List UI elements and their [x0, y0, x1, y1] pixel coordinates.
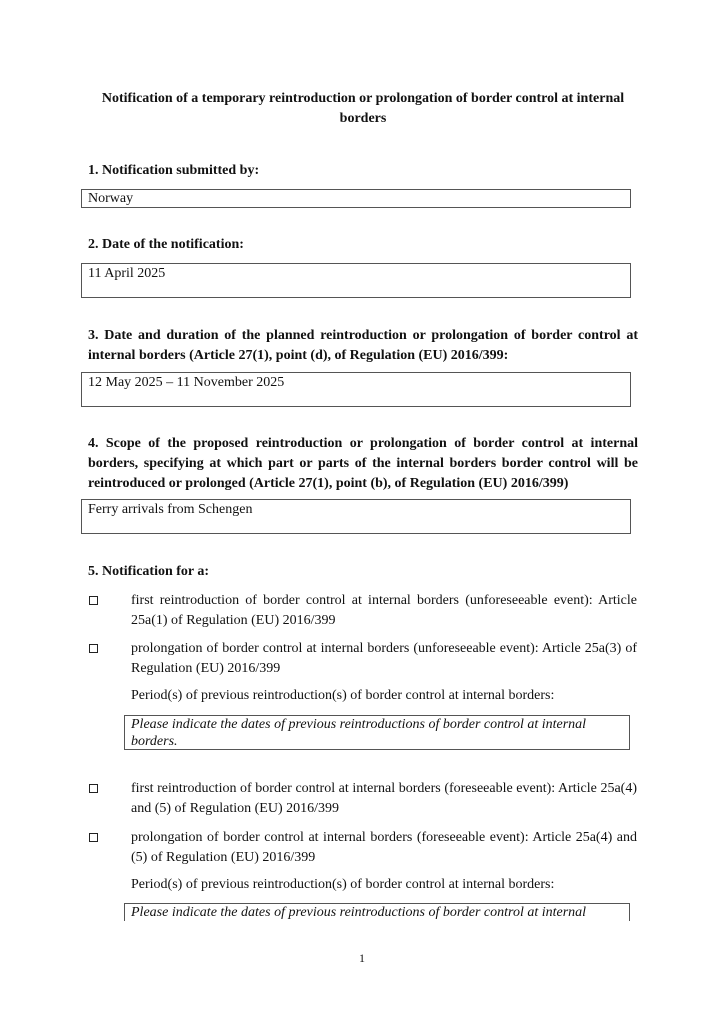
previous-period-field-2[interactable]	[124, 903, 630, 921]
notification-date-field[interactable]	[81, 263, 631, 298]
previous-period-field-1[interactable]	[124, 715, 630, 750]
section-4-heading: 4. Scope of the proposed reintroduction or prolongation of border control at internal borders, specifying at which part or parts of the internal borders border control will be reintroduced or prolonged (Article 27(1), point (b), of Regulation (EU) 2016/399)	[88, 436, 638, 491]
notification-date-value: 11 April 2025	[88, 266, 166, 281]
previous-period-placeholder-2: Please indicate the dates of previous reintroductions of border control at internal	[131, 905, 587, 920]
section-3-heading: 3. Date and duration of the planned reintroduction or prolongation of border control at internal borders (Article 27(1), point (d), of Regulation (EU) 2016/399:	[88, 328, 638, 363]
duration-value: 12 May 2025 – 11 November 2025	[88, 375, 285, 390]
option-1-checkbox[interactable]	[89, 596, 98, 605]
previous-period-placeholder-1: Please indicate the dates of previous reintroductions of border control at internal borders.	[131, 717, 587, 749]
document-title: Notification of a temporary reintroduction or prolongation of border control at internal borders	[101, 91, 625, 126]
option-3-checkbox[interactable]	[89, 784, 98, 793]
option-2-label: prolongation of border control at internal borders (unforeseeable event): Article 25a(3) of Regulation (EU) 2016/399	[131, 641, 637, 676]
duration-field[interactable]	[81, 372, 631, 407]
submitted-by-value: Norway	[88, 191, 134, 206]
page-number: 1	[359, 951, 365, 965]
scope-value: Ferry arrivals from Schengen	[88, 502, 253, 517]
section-5-heading: 5. Notification for a:	[88, 564, 210, 579]
period-label-1: Period(s) of previous reintroduction(s) of border control at internal borders:	[131, 688, 555, 703]
option-1-label: first reintroduction of border control at internal borders (unforeseeable event): Article 25a(1) of Regulation (EU) 2016/399	[131, 593, 637, 628]
section-1-heading: 1. Notification submitted by:	[88, 163, 260, 178]
submitted-by-field[interactable]	[81, 189, 631, 208]
period-label-2: Period(s) of previous reintroduction(s) of border control at internal borders:	[131, 877, 555, 892]
option-2-checkbox[interactable]	[89, 644, 98, 653]
option-4-label: prolongation of border control at internal borders (foreseeable event): Article 25a(4) and (5) of Regulation (EU) 2016/399	[131, 830, 637, 865]
option-4-checkbox[interactable]	[89, 833, 98, 842]
option-3-label: first reintroduction of border control at internal borders (foreseeable event): Article 25a(4) and (5) of Regulation (EU) 2016/399	[131, 781, 637, 816]
section-2-heading: 2. Date of the notification:	[88, 237, 244, 252]
scope-field[interactable]	[81, 499, 631, 534]
